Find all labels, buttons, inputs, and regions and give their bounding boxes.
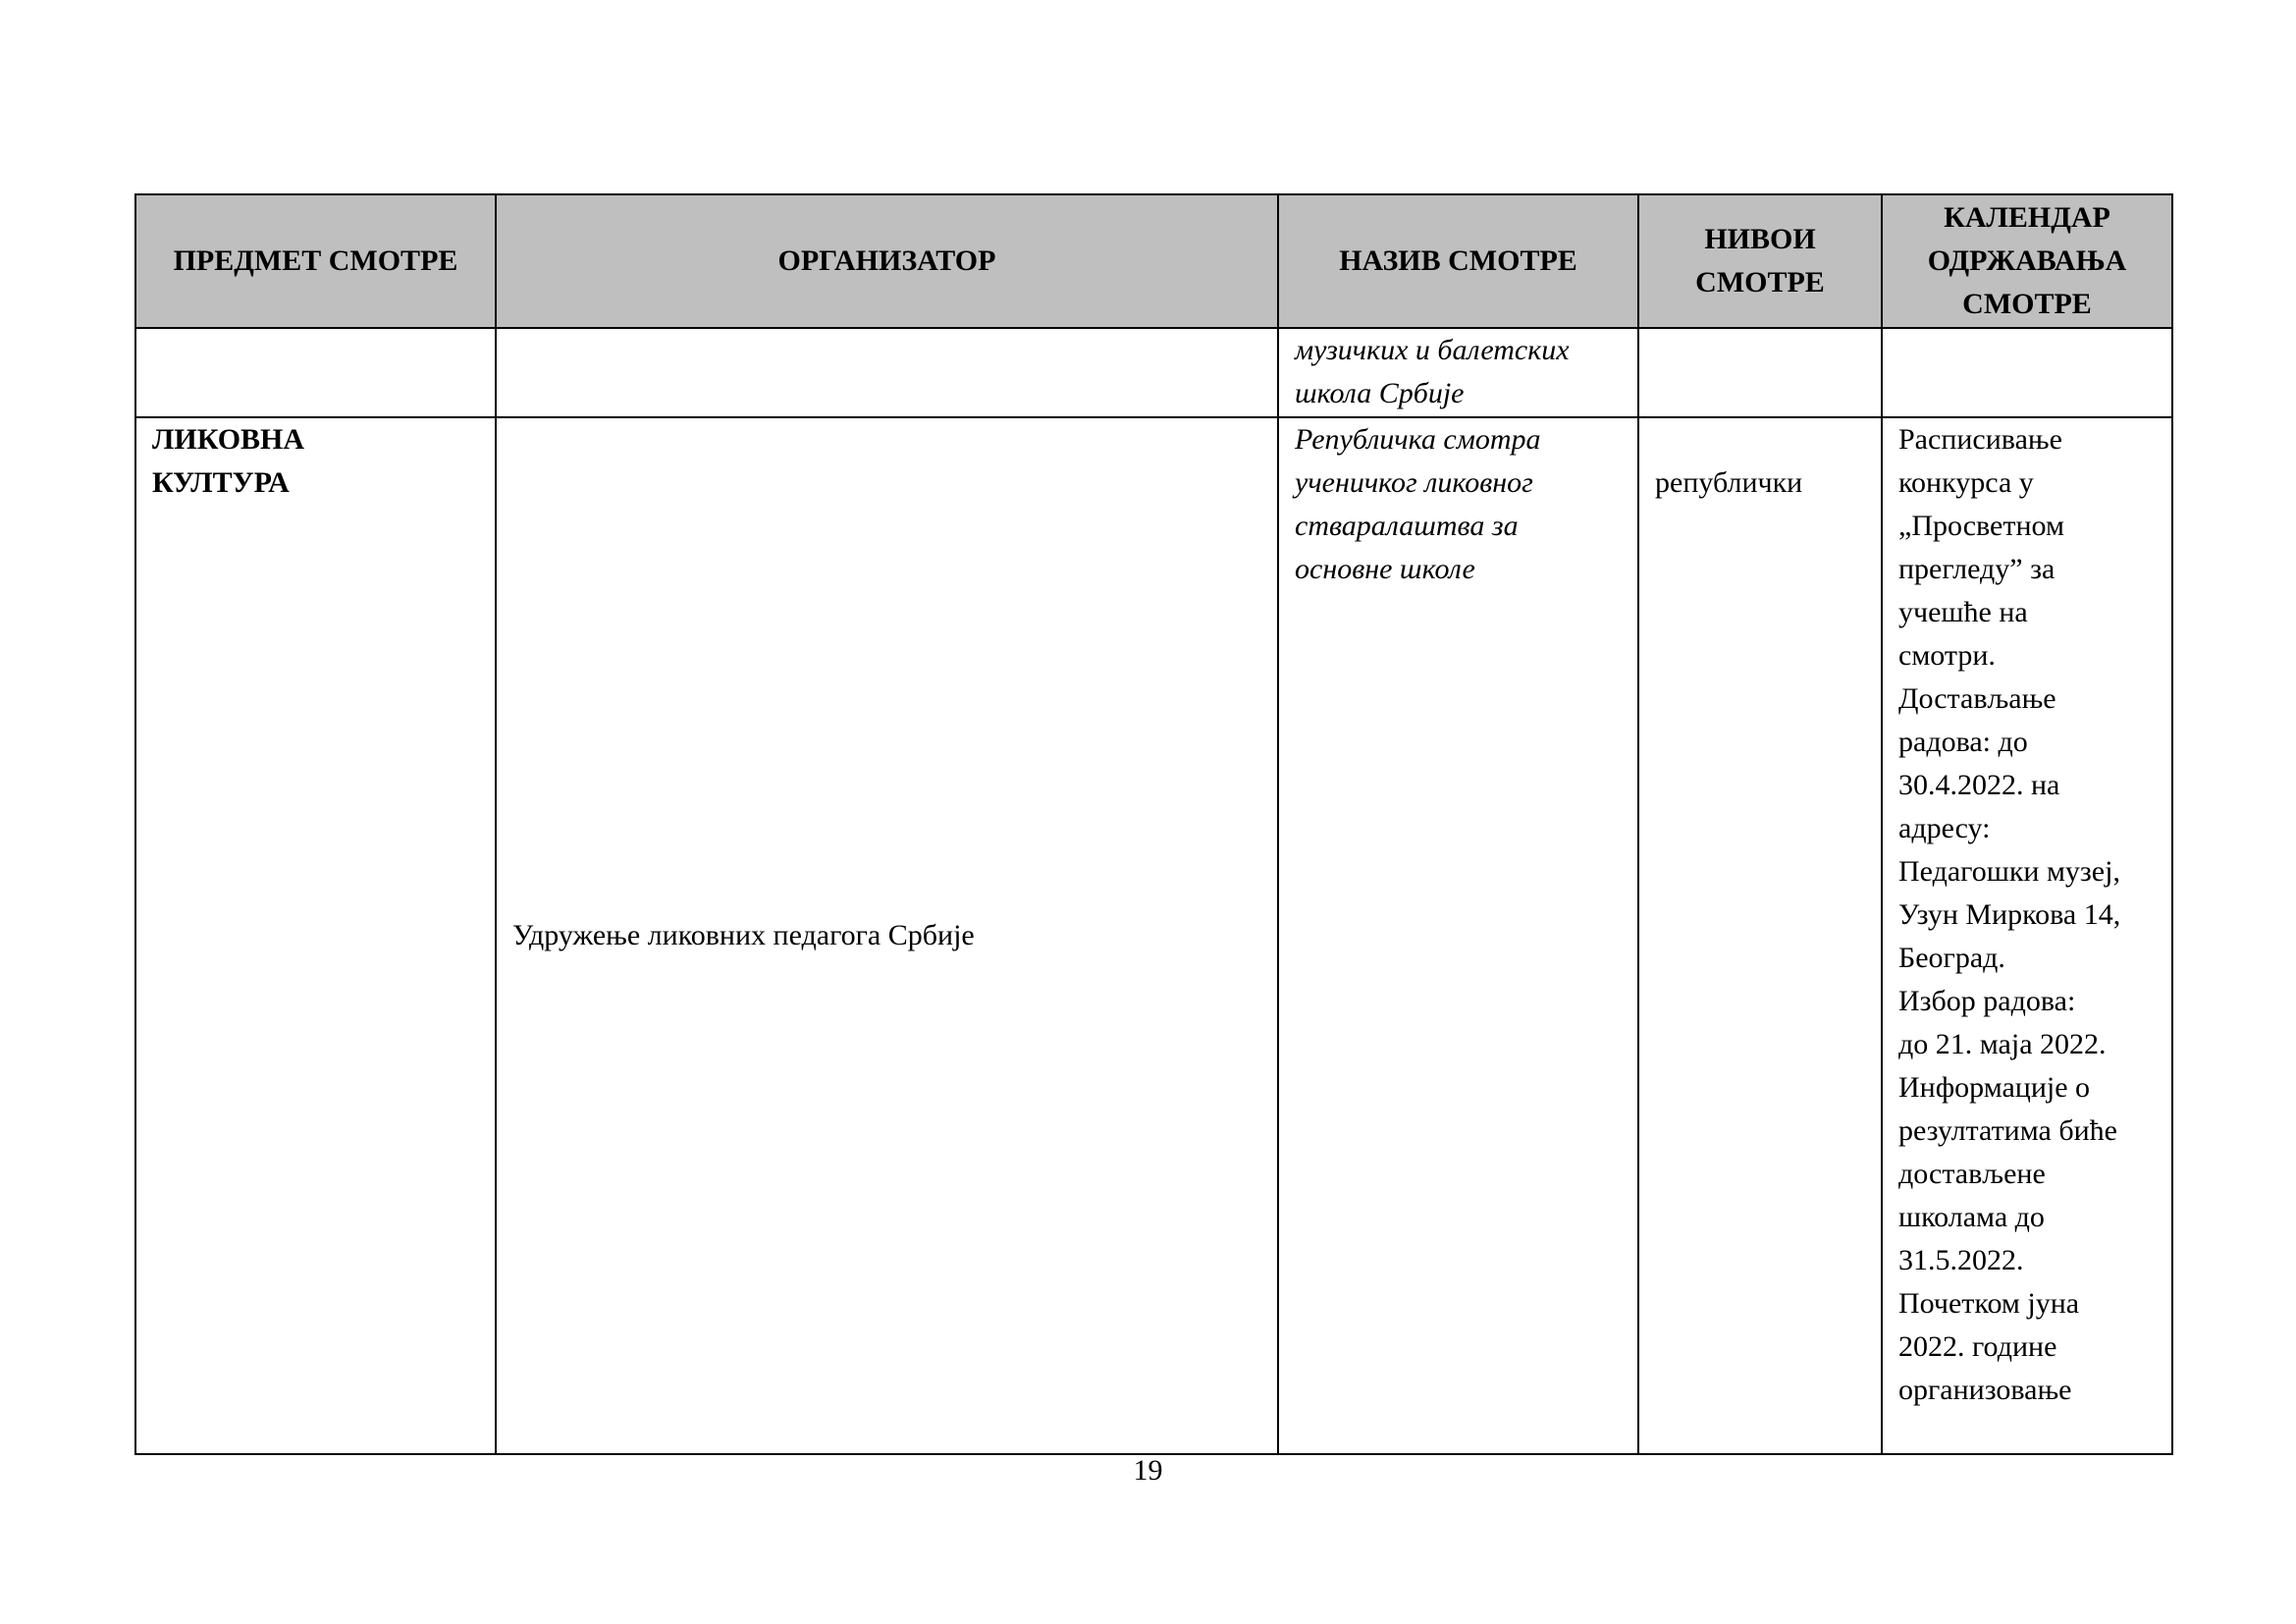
header-name [1278, 194, 1638, 328]
header-name-line: НАЗИВ СМОТРЕ [1339, 244, 1577, 277]
header-organizer-line: ОРГАНИЗАТОР [777, 244, 996, 277]
cell-organizer [496, 417, 1278, 1454]
header-calendar-line: КАЛЕНДАР [1944, 201, 2110, 234]
header-calendar-line: ОДРЖАВАЊА [1927, 244, 2127, 277]
cell-organizer-empty [496, 328, 1278, 417]
table-row-continued [135, 328, 2172, 417]
calendar-line: до 21. маја 2022. [1898, 1028, 2107, 1060]
cell-level-empty [1638, 328, 1882, 417]
header-level-line: СМОТРЕ [1695, 266, 1825, 298]
cell-calendar [1882, 417, 2172, 1454]
subject-line: КУЛТУРА [152, 466, 290, 499]
calendar-line: школама до [1898, 1201, 2045, 1233]
calendar-line: адресу: [1898, 812, 1991, 844]
cell-subject-empty [135, 328, 496, 417]
calendar-line: „Просветном [1898, 510, 2064, 542]
calendar-line: учешће на [1898, 596, 2028, 628]
calendar-line: Педагошки музеј, [1898, 855, 2120, 888]
calendar-line: 31.5.2022. [1898, 1244, 2024, 1276]
calendar-line: Расписивање [1898, 423, 2062, 456]
calendar-line: прегледу” за [1898, 553, 2056, 585]
header-calendar [1882, 194, 2172, 328]
calendar-line: Информације о [1898, 1071, 2091, 1104]
header-row [135, 194, 2172, 328]
cell-calendar-empty [1882, 328, 2172, 417]
calendar-line: Избор радова: [1898, 985, 2076, 1017]
header-level-line: НИВОИ [1704, 223, 1816, 255]
header-level [1638, 194, 1882, 328]
name-line: школа Србије [1295, 377, 1465, 409]
competition-table [134, 193, 2173, 1455]
calendar-line: организовање [1898, 1374, 2072, 1406]
name-line: стваралаштва за [1295, 510, 1519, 542]
cell-subject [135, 417, 496, 1454]
page-number: 19 [1133, 1454, 1163, 1487]
header-subject [135, 194, 496, 328]
cell-name [1278, 417, 1638, 1454]
calendar-line: Узун Миркова 14, [1898, 898, 2121, 931]
name-line: ученичког ликовног [1295, 466, 1533, 499]
calendar-line: резултатима биће [1898, 1114, 2117, 1147]
calendar-line: Београд. [1898, 942, 2005, 974]
calendar-line: 2022. године [1898, 1330, 2057, 1363]
header-calendar-line: СМОТРЕ [1962, 288, 2092, 320]
name-line: музичких и балетских [1295, 334, 1570, 366]
table-row-main [135, 417, 2172, 1454]
cell-name-continued [1278, 328, 1638, 417]
calendar-line: конкурса у [1898, 466, 2034, 499]
subject-line: ЛИКОВНА [152, 423, 305, 456]
header-organizer [496, 194, 1278, 328]
organizer-text: Удружење ликовних педагога Србије [512, 919, 975, 951]
calendar-line: Достављање [1898, 682, 2056, 715]
header-subject-line: ПРЕДМЕТ СМОТРЕ [173, 244, 458, 277]
calendar-line: смотри. [1898, 639, 1996, 672]
cell-level [1638, 417, 1882, 1454]
calendar-line: 30.4.2022. на [1898, 769, 2060, 801]
calendar-line: Почетком јуна [1898, 1287, 2080, 1320]
level-text: републички [1655, 466, 1803, 499]
calendar-line: достављене [1898, 1158, 2046, 1190]
name-line: Републичка смотра [1295, 423, 1541, 456]
calendar-line: радова: до [1898, 726, 2028, 758]
name-line: основне школе [1295, 553, 1475, 585]
